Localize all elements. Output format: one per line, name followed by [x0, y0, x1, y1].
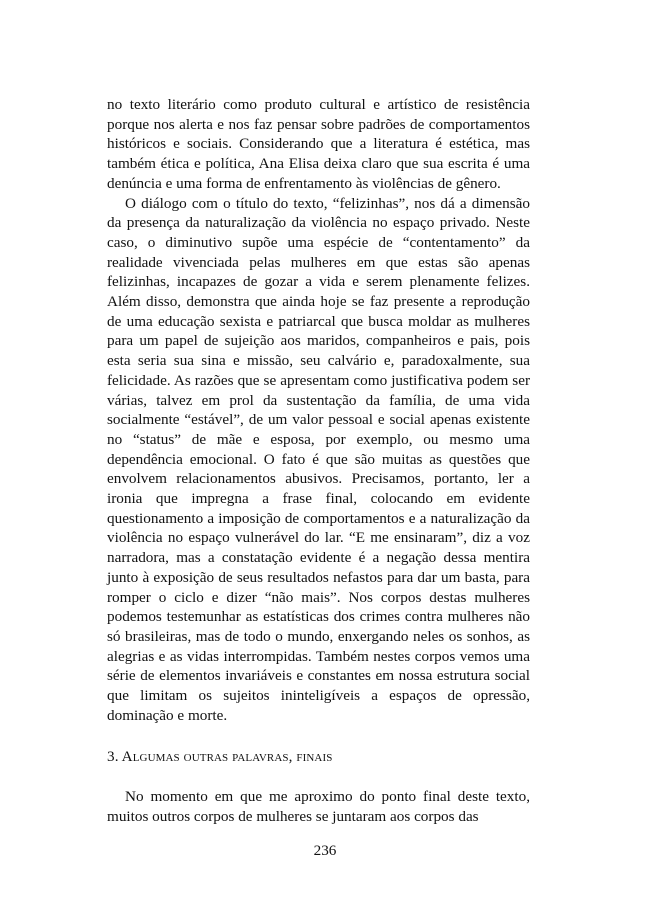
section-heading — [107, 747, 530, 767]
page-number: 236 — [313, 842, 337, 859]
page-body — [107, 95, 530, 827]
paragraph-dialogo: O diálogo com o título do texto, “felizinhas”, nos dá a dimensão da presença da naturalização da violência no espaço privado. Neste caso, o diminutivo supõe uma espécie de “contentamento” da realidade vivenciada pelas mulheres em que estas são apenas felizinhas, incapazes de gozar a vida e serem plenamente felizes. Além disso, demonstra que ainda hoje se faz presente a reprodução de uma educação sexista e patriarcal que busca moldar as mulheres para um papel de sujeição aos maridos, companheiros e pais, pois esta seria sua sina e missão, seu calvário e, paradoxalmente, sua felicidade. As razões que se apresentam como justificativa podem ser várias, talvez em prol da sustentação da família, de uma vida socialmente “estável”, de um valor pessoal e social apenas existente no “status” de mãe e esposa, por exemplo, ou mesmo uma dependência emocional. O fato é que são muitas as questões que envolvem relacionamentos abusivos. Precisamos, portanto, ler a ironia que impregna a frase final, colocando em evidente questionamento a imposição de comportamentos e a naturalização da violência no espaço vulnerável do lar. “E me ensinaram”, diz a voz narradora, mas a constatação evidente é a negação dessa mentira junto à exposição de seus resultados nefastos para dar um basta, para romper o ciclo e dizer “não mais”. Nos corpos destas mulheres podemos testemunhar as estatísticas dos crimes contra mulheres não só brasileiras, mas de todo o mundo, enxergando neles os sonhos, as alegrias e as vidas interrompidas. Também nestes corpos vemos uma série de elementos invariáveis e constantes em nossa estrutura social que limitam os sujeitos ininteligíveis a espaços de opressão, dominação e morte. — [107, 194, 530, 724]
paragraph-continued: no texto literário como produto cultural e artístico de resistência porque nos alerta e nos faz pensar sobre padrões de comportamentos históricos e sociais. Considerando que a literatura é estética, mas também ética e política, Ana Elisa deixa claro que sua escrita é uma denúncia e uma forma de enfrentamento às violências de gênero. — [107, 96, 530, 192]
paragraph-final: No momento em que me aproximo do ponto final deste texto, muitos outros corpos de mulheres se juntaram aos corpos das — [107, 788, 530, 825]
section-heading-text: 3. Algumas outras palavras, finais — [107, 747, 333, 765]
